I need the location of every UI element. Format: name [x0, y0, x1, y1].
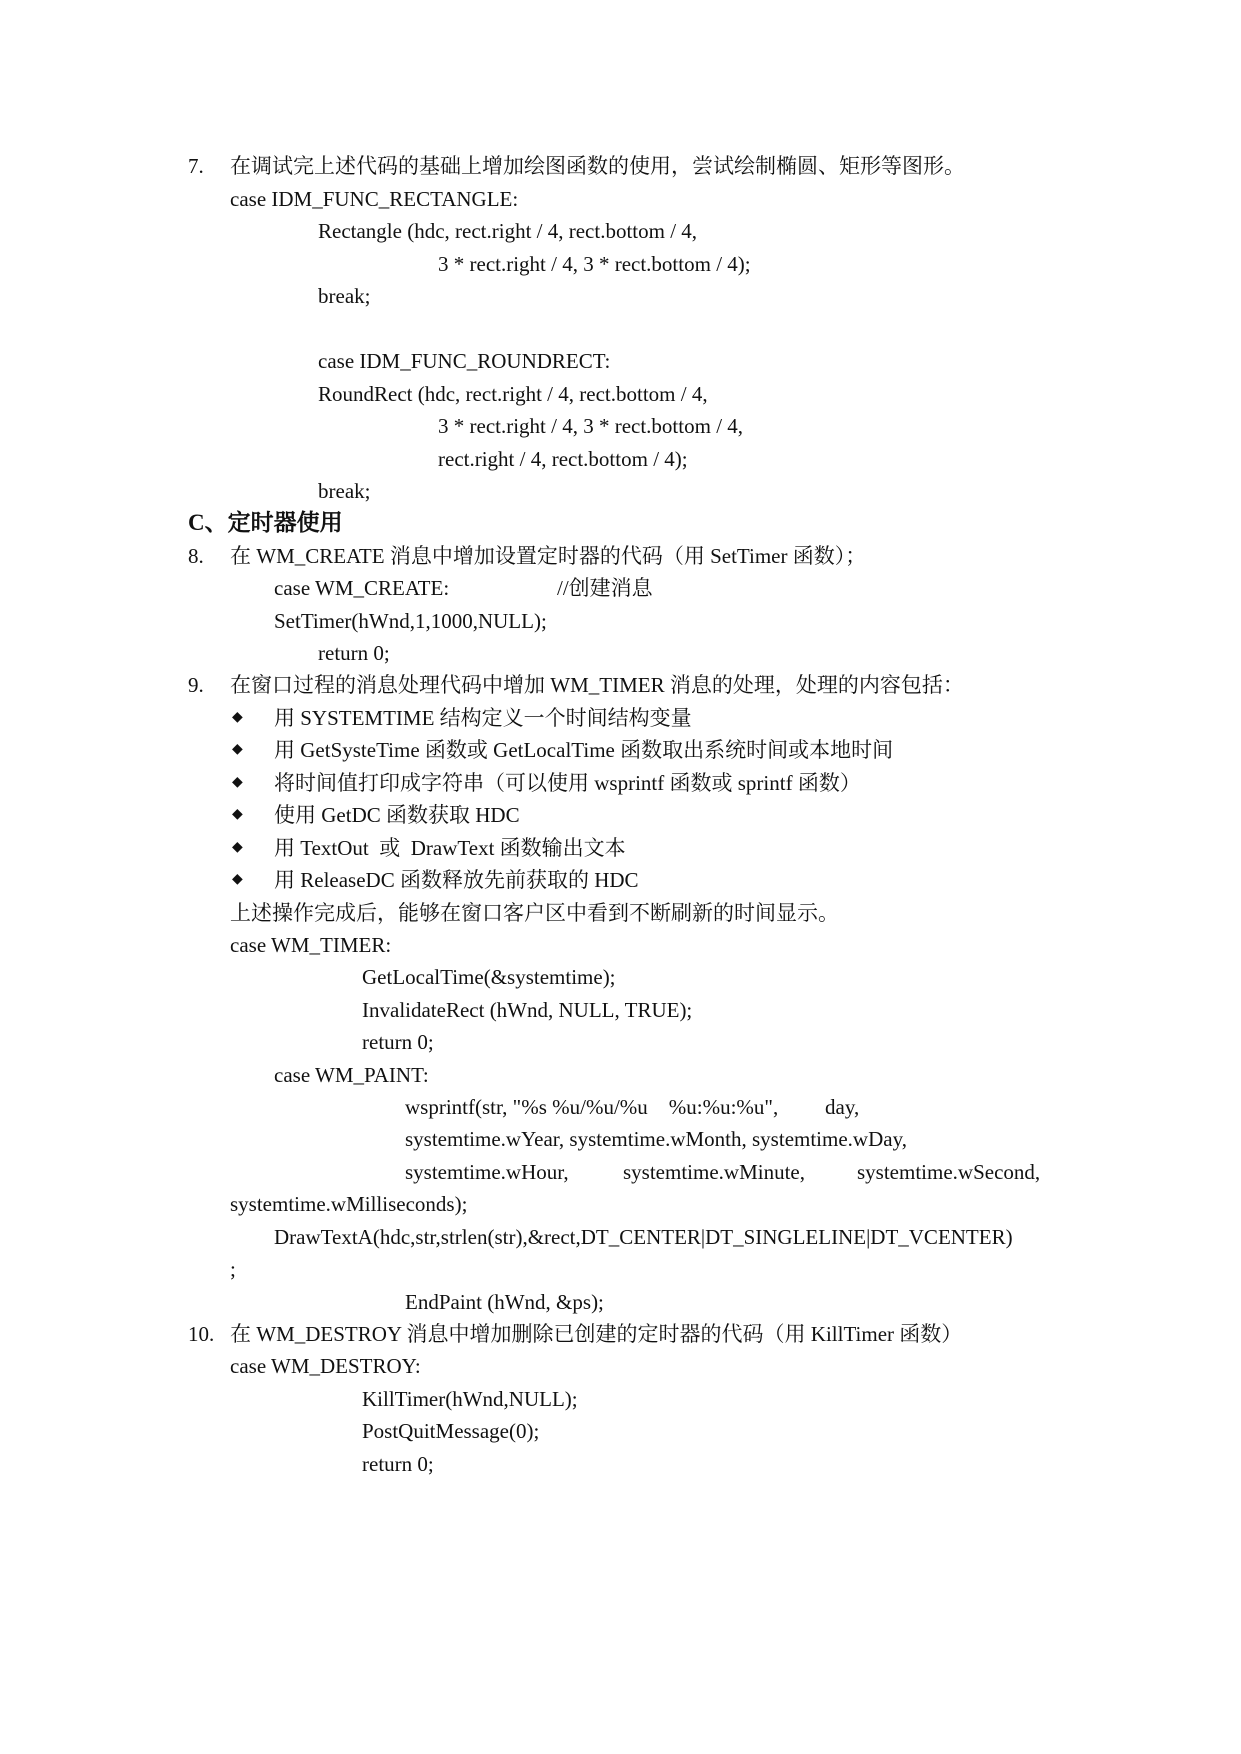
bullet-item: 用 SYSTEMTIME 结构定义一个时间结构变量	[274, 706, 692, 730]
bullet-diamond-icon: ◆	[232, 775, 243, 790]
item-number: 7.	[188, 154, 204, 178]
code-line: InvalidateRect (hWnd, NULL, TRUE);	[362, 998, 693, 1022]
code-line: return 0;	[362, 1452, 434, 1476]
bullet-item: 用 GetSysteTime 函数或 GetLocalTime 函数取出系统时间或本地时间	[274, 738, 894, 762]
summary-text: 上述操作完成后，能够在窗口客户区中看到不断刷新的时间显示。	[230, 901, 839, 925]
code-line: systemtime.wMilliseconds);	[230, 1192, 468, 1216]
item-text: 在 WM_CREATE 消息中增加设置定时器的代码（用 SetTimer 函数）；	[230, 544, 867, 568]
code-line: systemtime.wHour,	[405, 1160, 569, 1184]
code-line: return 0;	[362, 1030, 434, 1054]
code-line: KillTimer(hWnd,NULL);	[362, 1387, 578, 1411]
code-line: return 0;	[318, 641, 390, 665]
bullet-diamond-icon: ◆	[232, 840, 243, 855]
code-line: case WM_DESTROY:	[230, 1354, 421, 1378]
code-line: case IDM_FUNC_ROUNDRECT:	[318, 349, 611, 373]
code-line: GetLocalTime(&systemtime);	[362, 965, 616, 989]
item-text: 在 WM_DESTROY 消息中增加删除已创建的定时器的代码（用 KillTimer 函数）	[230, 1322, 963, 1346]
section-heading: C、定时器使用	[188, 510, 343, 535]
code-line: break;	[318, 479, 371, 503]
code-line: RoundRect (hdc, rect.right / 4, rect.bottom / 4,	[318, 382, 708, 406]
code-line: case WM_CREATE:	[274, 576, 450, 600]
code-line: systemtime.wSecond,	[857, 1160, 1041, 1184]
code-line: case IDM_FUNC_RECTANGLE:	[230, 187, 519, 211]
code-line: DrawTextA(hdc,str,strlen(str),&rect,DT_CENTER|DT_SINGLELINE|DT_VCENTER)	[274, 1225, 1013, 1249]
item-number: 9.	[188, 673, 204, 697]
bullet-item: 将时间值打印成字符串（可以使用 wsprintf 函数或 sprintf 函数）	[274, 771, 861, 795]
code-line: systemtime.wYear, systemtime.wMonth, systemtime.wDay,	[405, 1127, 907, 1151]
code-line: PostQuitMessage(0);	[362, 1419, 540, 1443]
item-number: 8.	[188, 544, 204, 568]
code-line: rect.right / 4, rect.bottom / 4);	[438, 447, 688, 471]
code-line: systemtime.wMinute,	[623, 1160, 805, 1184]
bullet-item: 使用 GetDC 函数获取 HDC	[274, 803, 520, 827]
code-line: 3 * rect.right / 4, 3 * rect.bottom / 4,	[438, 414, 744, 438]
code-line: day,	[825, 1095, 860, 1119]
bullet-diamond-icon: ◆	[232, 710, 243, 725]
item-text: 在调试完上述代码的基础上增加绘图函数的使用，尝试绘制椭圆、矩形等图形。	[230, 154, 965, 178]
bullet-diamond-icon: ◆	[232, 872, 243, 887]
bullet-diamond-icon: ◆	[232, 742, 243, 757]
code-line: EndPaint (hWnd, &ps);	[405, 1290, 604, 1314]
bullet-item: 用 ReleaseDC 函数释放先前获取的 HDC	[274, 868, 639, 892]
code-line: Rectangle (hdc, rect.right / 4, rect.bottom / 4,	[318, 219, 698, 243]
bullet-diamond-icon: ◆	[232, 807, 243, 822]
code-line: 3 * rect.right / 4, 3 * rect.bottom / 4);	[438, 252, 751, 276]
code-line: case WM_PAINT:	[274, 1063, 429, 1087]
code-line: ;	[230, 1257, 236, 1281]
item-number: 10.	[188, 1322, 215, 1346]
bullet-item: 用 TextOut 或 DrawText 函数输出文本	[274, 836, 626, 860]
code-line: SetTimer(hWnd,1,1000,NULL);	[274, 609, 547, 633]
code-line: case WM_TIMER:	[230, 933, 392, 957]
code-line: wsprintf(str, "%s %u/%u/%u %u:%u:%u",	[405, 1095, 779, 1119]
code-comment: //创建消息	[557, 576, 653, 600]
code-line: break;	[318, 284, 371, 308]
item-text: 在窗口过程的消息处理代码中增加 WM_TIMER 消息的处理，处理的内容包括：	[230, 673, 964, 697]
